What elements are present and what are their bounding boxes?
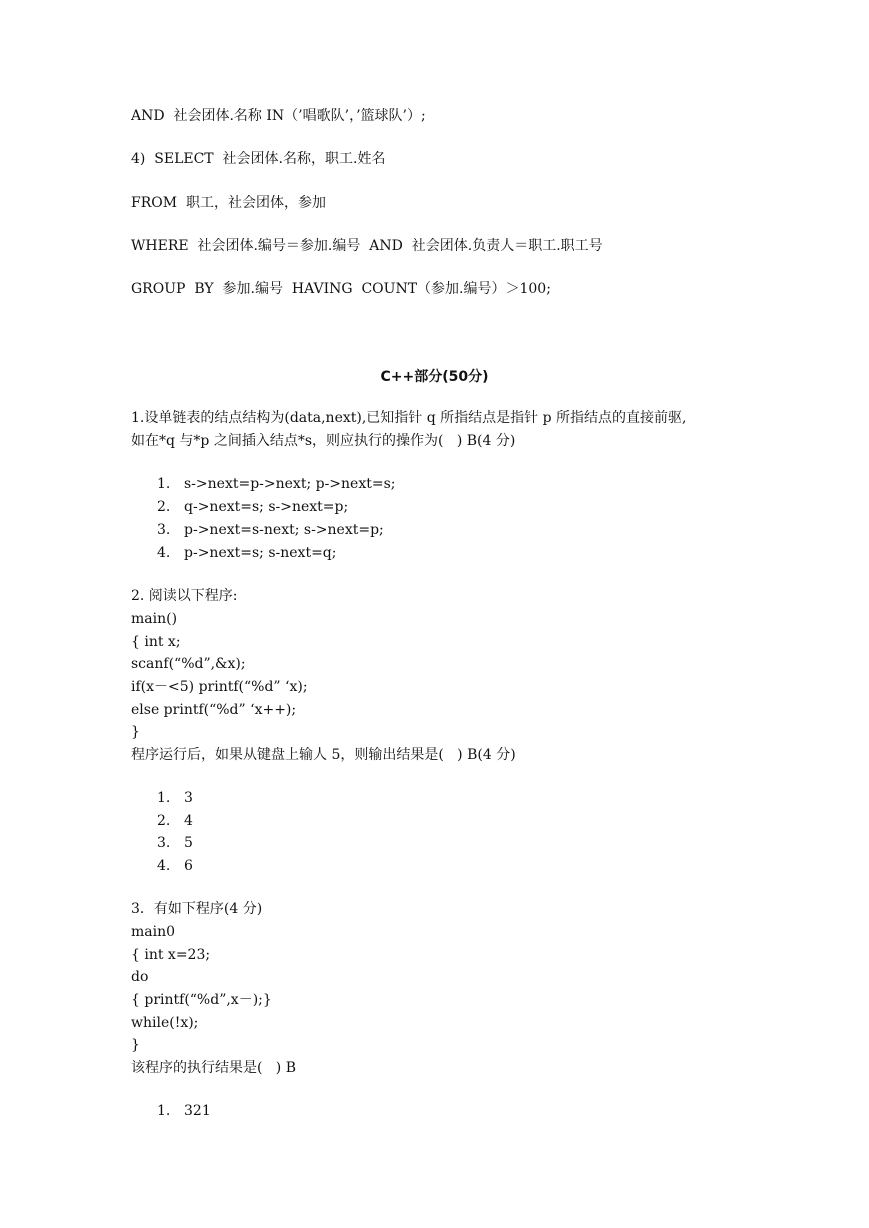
code-line: scanf(“%d”,&x); [131,656,246,672]
sql-line: 4) SELECT 社会团体.名称，职工.姓名 [131,151,386,167]
code-line: do [131,969,149,985]
question-text: 2. 阅读以下程序: [131,588,238,604]
sql-line: GROUP BY 参加.编号 HAVING COUNT（参加.编号）＞100; [131,281,551,297]
list-item: 3. p->next=s-next; s->next=p; [157,522,384,538]
list-item: 2. 4 [157,813,193,829]
list-item: 4. 6 [157,858,193,874]
code-line: if(x－<5) printf(“%d” ‘x); [131,679,308,695]
code-line: } [131,1037,140,1053]
sql-line: AND 社会团体.名称 IN（’唱歌队’，’篮球队’）; [131,108,426,124]
question-text: 程序运行后，如果从键盘上输人 5，则输出结果是( ) B(4 分) [131,747,516,763]
sql-line: WHERE 社会团体.编号＝参加.编号 AND 社会团体.负责人＝职工.职工号 [131,238,603,254]
code-line: { printf(“%d”,x－);} [131,992,272,1008]
code-line: main0 [131,924,176,940]
list-item: 3. 5 [157,835,193,851]
list-item: 1. 3 [157,790,193,806]
code-line: main() [131,611,178,627]
list-item: 2. q->next=s; s->next=p; [157,499,349,515]
question-text: 如在*q 与*p 之间插入结点*s，则应执行的操作为( ) B(4 分) [131,433,516,449]
list-item: 1. 321 [157,1103,211,1119]
question-text: 该程序的执行结果是( ) B [131,1060,297,1076]
question-text: 3．有如下程序(4 分) [131,901,263,917]
question-text: 1.设单链表的结点结构为(data,next),已知指针 q 所指结点是指针 p 所指结点的直接前驱, [131,410,687,426]
code-line: else printf(“%d” ‘x++); [131,702,297,718]
code-line: while(!x); [131,1015,199,1031]
section-title: C++部分(50分) [380,369,489,385]
list-item: 1. s->next=p->next; p->next=s; [157,476,396,492]
code-line: { int x; [131,634,181,650]
sql-line: FROM 职工，社会团体，参加 [131,195,326,211]
code-line: } [131,724,140,740]
list-item: 4. p->next=s; s-next=q; [157,545,337,561]
code-line: { int x=23; [131,947,211,963]
